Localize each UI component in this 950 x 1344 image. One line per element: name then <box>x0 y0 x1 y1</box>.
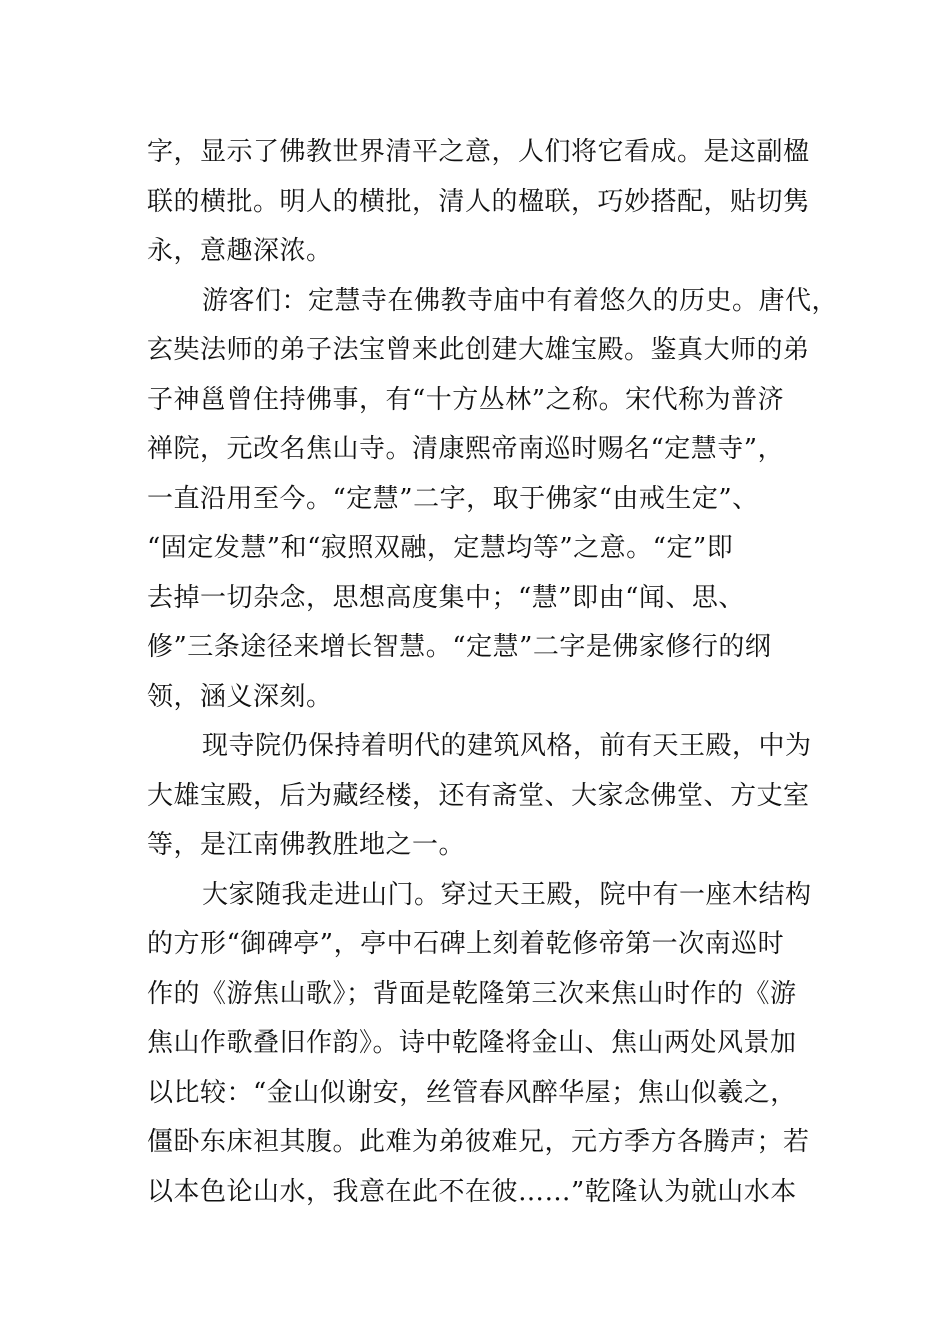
text-line: 僵卧东床袒其腹。此难为弟彼难兄，元方季方各腾声；若 <box>147 1127 810 1157</box>
text-line: 等，是江南佛教胜地之一。 <box>147 830 466 860</box>
paragraph-first-line: 游客们：定慧寺在佛教寺庙中有着悠久的历史。唐代， <box>202 285 839 316</box>
paragraph-first-line: 现寺院仍保持着明代的建筑风格，前有天王殿，中为 <box>202 731 812 761</box>
text-line: “固定发慧”和“寂照双融，定慧均等”之意。“定”即 <box>147 533 734 563</box>
text-line: 以比较：“金山似谢安，丝管春风醉华屋；焦山似羲之， <box>147 1077 797 1108</box>
text-line: 以本色论山水，我意在此不在彼……”乾隆认为就山水本 <box>147 1176 797 1207</box>
text-line: 作的《游焦山歌》；背面是乾隆第三次来焦山时作的《游 <box>147 978 797 1009</box>
text-line: 子神邕曾住持佛事，有“十方丛林”之称。宋代称为普济 <box>147 384 785 415</box>
text-line: 联的横批。明人的横批，清人的楹联，巧妙搭配，贴切隽 <box>147 186 810 217</box>
text-line: 一直沿用至今。“定慧”二字，取于佛家“由戒生定”、 <box>147 483 759 514</box>
text-line: 永，意趣深浓。 <box>147 236 333 266</box>
text-line: 领，涵义深刻。 <box>147 681 333 712</box>
text-line: 禅院，元改名焦山寺。清康熙帝南巡时赐名“定慧寺”， <box>147 434 785 464</box>
text-line: 字，显示了佛教世界清平之意，人们将它看成。是这副楹 <box>147 137 810 167</box>
text-line: 的方形“御碑亭”，亭中石碑上刻着乾修帝第一次南巡时 <box>147 929 785 959</box>
text-line: 去掉一切杂念，思想高度集中；“慧”即由“闻、思、 <box>147 582 745 613</box>
text-line: 修”三条途径来增长智慧。“定慧”二字是佛家修行的纲 <box>147 632 772 662</box>
body-text <box>147 128 839 1217</box>
text-line: 玄奘法师的弟子法宝曾来此创建大雄宝殿。鉴真大师的弟 <box>147 335 810 365</box>
text-line: 大雄宝殿，后为藏经楼，还有斋堂、大家念佛堂、方丈室 <box>147 780 810 811</box>
text-line: 焦山作歌叠旧作韵》。诗中乾隆将金山、焦山两处风景加 <box>147 1028 797 1058</box>
paragraph-first-line: 大家随我走进山门。穿过天王殿，院中有一座木结构 <box>202 879 812 910</box>
